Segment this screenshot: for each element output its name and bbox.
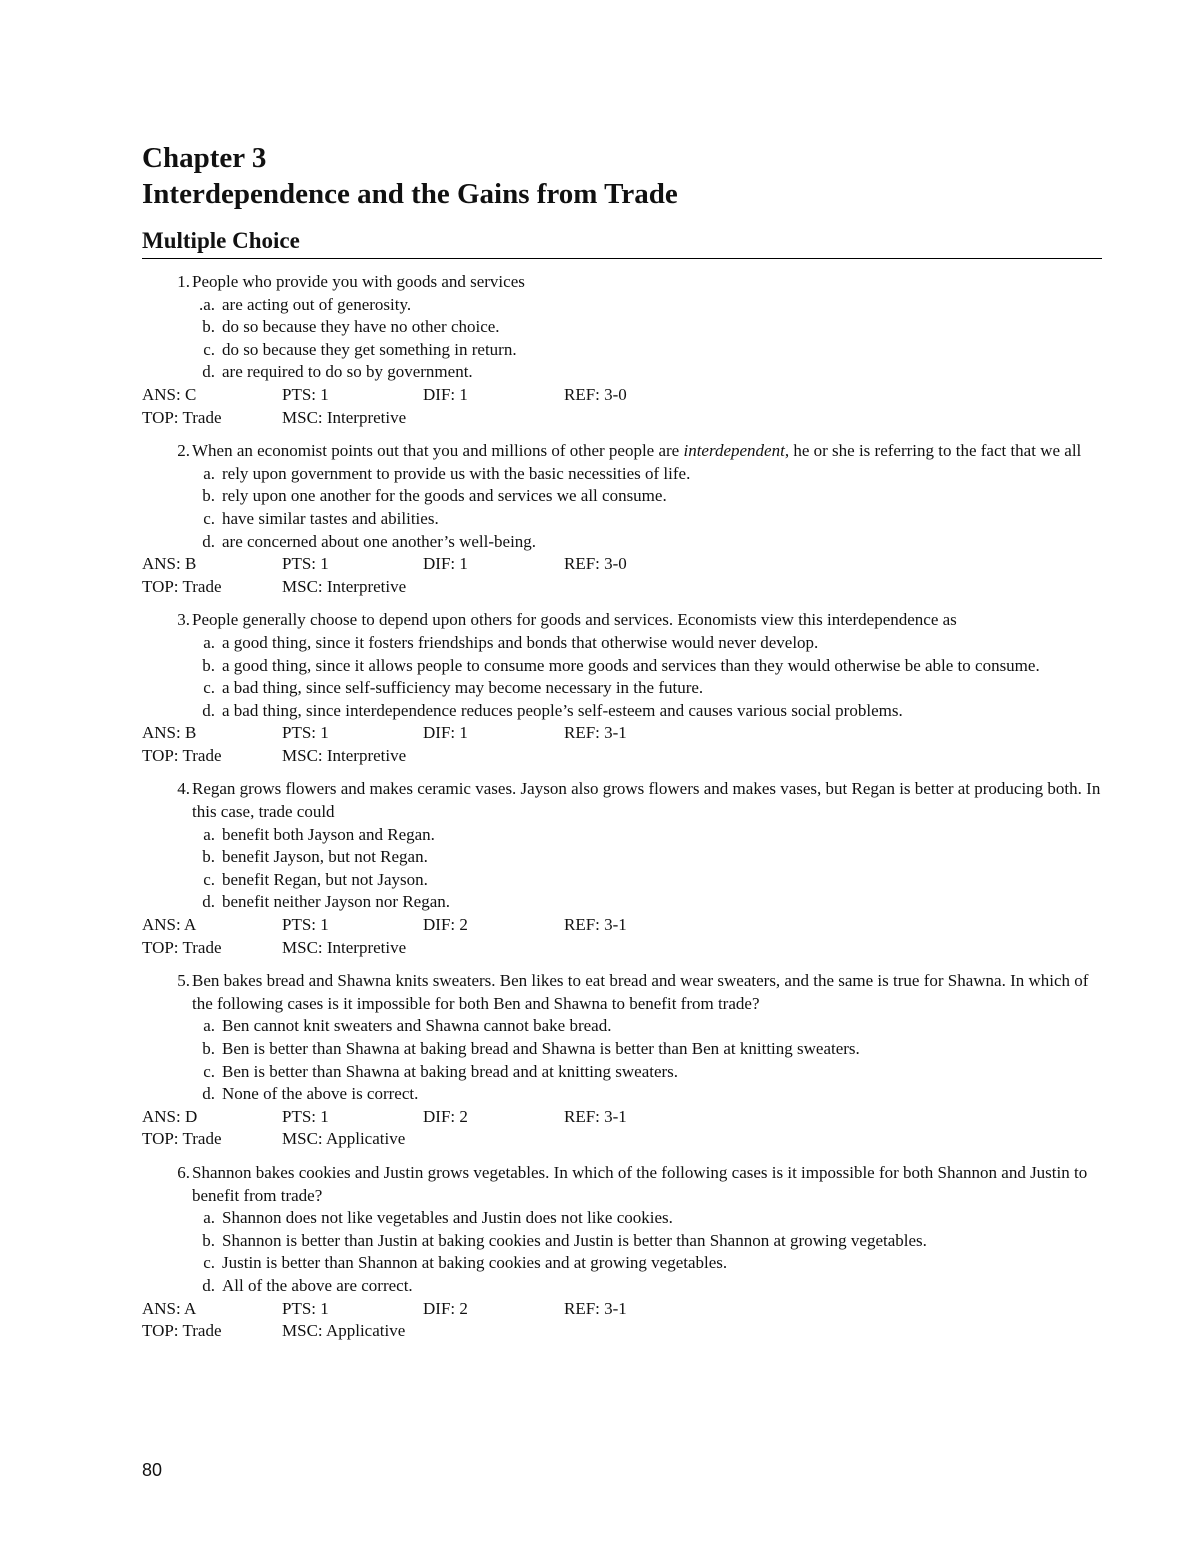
- topic-meta-row: [142, 937, 1102, 960]
- question-block: [142, 609, 1102, 767]
- option-letter: a.: [203, 1208, 215, 1228]
- question-text: [192, 778, 1102, 823]
- topic: TOP: Trade: [142, 1321, 222, 1341]
- option-text: Shannon does not like vegetables and Justin does not like cookies.: [222, 1208, 673, 1228]
- difficulty: DIF: 2: [423, 915, 468, 935]
- topic-meta-row: [142, 1128, 1102, 1151]
- option-letter: b.: [202, 1230, 215, 1250]
- option-letter: c.: [203, 339, 215, 359]
- answer-meta-row: [142, 384, 1102, 407]
- answer-option: [142, 891, 1102, 914]
- answer-option: [142, 339, 1102, 362]
- points: PTS: 1: [282, 915, 329, 935]
- option-text: a bad thing, since self-sufficiency may become necessary in the future.: [222, 678, 704, 698]
- answer-option: [142, 1275, 1102, 1298]
- answer-option: [142, 1015, 1102, 1038]
- option-letter: .a.: [198, 294, 215, 314]
- option-text: have similar tastes and abilities.: [222, 508, 439, 528]
- answer-meta-row: [142, 914, 1102, 937]
- difficulty: DIF: 2: [423, 1298, 468, 1318]
- answer-key: ANS: C: [142, 384, 197, 404]
- msc-category: MSC: Applicative: [282, 1129, 406, 1149]
- option-text: Shannon is better than Justin at baking cookies and Justin is better than Shannon at growing vegetables.: [222, 1230, 927, 1250]
- option-letter: a.: [203, 632, 215, 652]
- chapter-heading: [142, 140, 1102, 212]
- question-text-main: When an economist points out that you and millions of other people are: [192, 441, 684, 461]
- question-number: 4.: [177, 779, 190, 799]
- answer-key: ANS: D: [142, 1106, 198, 1126]
- msc-category: MSC: Interpretive: [282, 407, 407, 427]
- question-number: 1.: [177, 272, 190, 291]
- option-text: All of the above are correct.: [222, 1275, 413, 1295]
- question-number: 5.: [177, 971, 190, 991]
- answer-option: [142, 294, 1102, 317]
- option-letter: a.: [203, 1016, 215, 1036]
- page-number: 80: [142, 1460, 163, 1480]
- option-text: rely upon one another for the goods and services we all consume.: [222, 486, 667, 506]
- answer-option: [142, 1230, 1102, 1253]
- topic-meta-row: [142, 1320, 1102, 1343]
- question-number: 6.: [177, 1162, 190, 1182]
- option-text: are acting out of generosity.: [222, 294, 412, 314]
- points: PTS: 1: [282, 384, 329, 404]
- answer-option: [142, 463, 1102, 486]
- topic-meta-row: [142, 576, 1102, 599]
- question-stem: [142, 609, 1102, 632]
- answer-option: [142, 1207, 1102, 1230]
- option-letter: d.: [202, 1084, 215, 1104]
- answer-option: [142, 508, 1102, 531]
- question-block: [142, 440, 1102, 598]
- topic: TOP: Trade: [142, 937, 222, 957]
- question-stem: [142, 271, 1102, 294]
- option-letter: d.: [202, 892, 215, 912]
- question-list: [142, 271, 1102, 1354]
- option-text: benefit both Jayson and Regan.: [222, 824, 435, 844]
- points: PTS: 1: [282, 723, 329, 743]
- question-text-main: People generally choose to depend upon others for goods and services. Economists view this interdependence as: [192, 610, 957, 630]
- option-text: do so because they get something in return.: [222, 339, 517, 359]
- difficulty: DIF: 2: [423, 1106, 468, 1126]
- answer-option: [142, 677, 1102, 700]
- option-letter: b.: [202, 655, 215, 675]
- difficulty: DIF: 1: [423, 554, 468, 574]
- option-letter: c.: [203, 508, 215, 528]
- question-number: 3.: [177, 610, 190, 630]
- option-letter: d.: [202, 362, 215, 382]
- question-text: [192, 970, 1102, 1015]
- answer-option: [142, 655, 1102, 678]
- msc-category: MSC: Applicative: [282, 1321, 406, 1341]
- option-text: rely upon government to provide us with the basic necessities of life.: [222, 463, 691, 483]
- points: PTS: 1: [282, 1106, 329, 1126]
- option-text: None of the above is correct.: [222, 1084, 419, 1104]
- points: PTS: 1: [282, 554, 329, 574]
- question-stem: [142, 440, 1102, 463]
- answer-option: [142, 1061, 1102, 1084]
- answer-option: [142, 824, 1102, 847]
- chapter-number: Chapter 3: [142, 142, 267, 174]
- answer-option: [142, 846, 1102, 869]
- reference: REF: 3-1: [564, 915, 627, 935]
- answer-key: ANS: B: [142, 723, 197, 743]
- topic-meta-row: [142, 407, 1102, 430]
- option-letter: c.: [203, 869, 215, 889]
- option-letter: c.: [203, 678, 215, 698]
- option-letter: c.: [203, 1061, 215, 1081]
- option-letter: b.: [202, 847, 215, 867]
- reference: REF: 3-0: [564, 554, 627, 574]
- question-text: [192, 271, 1102, 294]
- answer-option: [142, 1252, 1102, 1275]
- topic-meta-row: [142, 745, 1102, 768]
- question-stem: [142, 970, 1102, 1015]
- reference: REF: 3-1: [564, 723, 627, 743]
- option-text: benefit Jayson, but not Regan.: [222, 847, 428, 867]
- option-letter: a.: [203, 463, 215, 483]
- option-letter: d.: [202, 1275, 215, 1295]
- option-letter: b.: [202, 1039, 215, 1058]
- question-block: [142, 778, 1102, 959]
- topic: TOP: Trade: [142, 1129, 222, 1149]
- question-block: [142, 1162, 1102, 1343]
- difficulty: DIF: 1: [423, 384, 468, 404]
- answer-option: [142, 632, 1102, 655]
- option-text: benefit neither Jayson nor Regan.: [222, 892, 451, 912]
- answer-option: [142, 1038, 1102, 1061]
- points: PTS: 1: [282, 1298, 329, 1318]
- reference: REF: 3-1: [564, 1106, 627, 1126]
- question-stem: [142, 1162, 1102, 1207]
- question-number: 2.: [177, 441, 190, 461]
- question-text-main: People who provide you with goods and services: [192, 272, 525, 291]
- answer-key: ANS: A: [142, 1298, 197, 1318]
- option-letter: c.: [203, 1253, 215, 1273]
- msc-category: MSC: Interpretive: [282, 937, 407, 957]
- topic: TOP: Trade: [142, 407, 222, 427]
- answer-option: [142, 316, 1102, 339]
- answer-option: [142, 700, 1102, 723]
- question-block: [142, 271, 1102, 429]
- answer-key: ANS: A: [142, 915, 197, 935]
- question-text: [192, 609, 1102, 632]
- question-text: [192, 440, 1102, 463]
- topic: TOP: Trade: [142, 576, 222, 596]
- option-letter: d.: [202, 531, 215, 551]
- option-text: a good thing, since it fosters friendships and bonds that otherwise would never develop.: [222, 632, 819, 652]
- difficulty: DIF: 1: [423, 723, 468, 743]
- option-text: benefit Regan, but not Jayson.: [222, 869, 428, 889]
- answer-meta-row: [142, 553, 1102, 576]
- reference: REF: 3-1: [564, 1298, 627, 1318]
- question-text-main: Shannon bakes cookies and Justin grows vegetables. In which of the following cases is it impossible for both Shannon and Justin to benefit from trade?: [192, 1162, 1088, 1205]
- answer-option: [142, 1083, 1102, 1106]
- option-text: Justin is better than Shannon at baking cookies and at growing vegetables.: [222, 1253, 728, 1273]
- answer-key: ANS: B: [142, 554, 197, 574]
- answer-option: [142, 485, 1102, 508]
- option-letter: b.: [202, 317, 215, 337]
- question-text-main: Regan grows flowers and makes ceramic vases. Jayson also grows flowers and makes vases, but Regan is better at producing both. In this case, trade could: [192, 779, 1101, 822]
- option-text: a bad thing, since interdependence reduces people’s self-esteem and causes various social problems.: [222, 700, 903, 720]
- question-text-rest: , he or she is referring to the fact that we all: [784, 441, 1082, 461]
- answer-meta-row: [142, 1298, 1102, 1321]
- option-text: are concerned about one another’s well-being.: [222, 531, 537, 551]
- option-text: are required to do so by government.: [222, 362, 473, 382]
- answer-option: [142, 531, 1102, 554]
- option-letter: d.: [202, 700, 215, 720]
- chapter-title: Interdependence and the Gains from Trade: [142, 178, 678, 210]
- option-text: Ben is better than Shawna at baking bread and at knitting sweaters.: [222, 1061, 679, 1081]
- option-text: Ben is better than Shawna at baking bread and Shawna is better than Ben at knitting sweaters.: [222, 1039, 860, 1058]
- option-text: Ben cannot knit sweaters and Shawna cannot bake bread.: [222, 1016, 612, 1036]
- answer-meta-row: [142, 722, 1102, 745]
- question-stem: [142, 778, 1102, 823]
- reference: REF: 3-0: [564, 384, 627, 404]
- answer-option: [142, 361, 1102, 384]
- section-heading: Multiple Choice: [142, 226, 1102, 259]
- question-text-main: Ben bakes bread and Shawna knits sweaters. Ben likes to eat bread and wear sweaters, and the same is true for Shawna. In which of the following cases is it impossible for both Ben and Shawna to benefit from trade?: [192, 971, 1089, 1013]
- msc-category: MSC: Interpretive: [282, 576, 407, 596]
- question-text: [192, 1162, 1102, 1207]
- question-block: [142, 970, 1102, 1151]
- option-letter: a.: [203, 824, 215, 844]
- option-letter: b.: [202, 486, 215, 506]
- msc-category: MSC: Interpretive: [282, 745, 407, 765]
- option-text: do so because they have no other choice.: [222, 317, 500, 337]
- answer-option: [142, 869, 1102, 892]
- answer-meta-row: [142, 1106, 1102, 1129]
- option-text: a good thing, since it allows people to consume more goods and services than they would otherwise be able to consume.: [222, 655, 1040, 675]
- question-text-emphasis: interdependent: [683, 441, 785, 461]
- topic: TOP: Trade: [142, 745, 222, 765]
